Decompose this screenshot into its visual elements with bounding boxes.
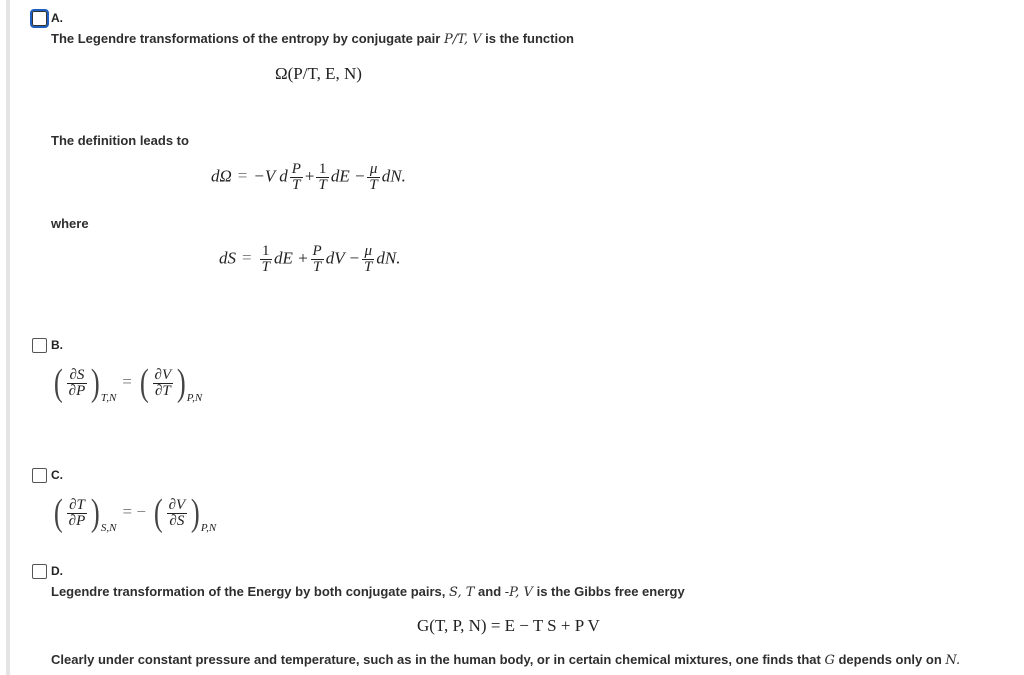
eq2-lhs: dΩ [211, 166, 232, 186]
option-b-equation [52, 364, 202, 404]
option-c-lhs-sub: S,N [100, 521, 117, 534]
paren-open: ( [139, 362, 149, 404]
option-c-checkbox[interactable] [32, 468, 47, 483]
option-d-conclusion-pre: Clearly under constant pressure and temperature, such as in the human body, or in certain chemical mixtures, one finds that [51, 652, 821, 667]
eq2-term2: dE − [330, 166, 366, 186]
eq3-term2: dV − [325, 248, 361, 268]
option-d-pair2: -P, V [504, 585, 533, 600]
option-b-lhs-frac: $\frac{\partial S}{\partial P}$ [68, 366, 86, 399]
option-c-rhs-frac: $\frac{\partial V}{\partial S}$ [168, 496, 186, 529]
paren-close: ) [177, 362, 186, 404]
eq2-term1: −V d [253, 166, 288, 186]
option-c-relation: = − [122, 501, 146, 521]
eq2-frac2: $\frac{1}{T}$ [318, 161, 327, 193]
option-d-pair1: S, T [449, 585, 475, 600]
option-a-equation-omega: Ω(P/T, E, N) [275, 64, 362, 83]
paren-close: ) [191, 492, 200, 534]
option-b-checkbox[interactable] [32, 338, 47, 353]
option-d-conclusion [51, 652, 960, 668]
option-a-definition-text: The definition leads to [51, 133, 189, 148]
option-d-intro-post: is the Gibbs free energy [536, 584, 685, 599]
eq3-lhs: dS [219, 248, 236, 268]
option-d-intro-pre: Legendre transformation of the Energy by both conjugate pairs, [51, 584, 446, 599]
option-d-checkbox[interactable] [32, 564, 47, 579]
paren-close: ) [91, 492, 100, 534]
eq3-frac3: $\frac{\mu}{T}$ [364, 243, 373, 275]
option-c-lhs-frac: $\frac{\partial T}{\partial P}$ [68, 496, 86, 529]
option-a-intro [51, 31, 574, 47]
option-b-letter: B. [51, 338, 63, 352]
option-a-equation-domega: dΩ = −V d $\frac{P}{T}$ + $\frac{1}{T}$ dE − $\frac{\mu}{T}$ dN. [211, 161, 406, 193]
option-d-gibbs-equation: G(T, P, N) = E − T S + P V [417, 616, 600, 635]
eq2-frac3: $\frac{\mu}{T}$ [369, 161, 378, 193]
option-b-lhs-sub: T,N [100, 391, 117, 404]
eq3-frac1: $\frac{1}{T}$ [261, 243, 270, 275]
option-c-letter: C. [51, 468, 63, 482]
option-a-letter: A. [51, 11, 63, 25]
option-a-pair: P/T, V [443, 32, 482, 47]
option-d-conclusion-mid: depends only on [838, 652, 942, 667]
eq2-frac1: $\frac{P}{T}$ [291, 161, 301, 193]
eq3-frac2: $\frac{P}{T}$ [312, 243, 322, 275]
option-a-intro-text: The Legendre transformations of the entropy by conjugate pair [51, 31, 441, 46]
option-c-rhs-sub: P,N [200, 521, 217, 534]
option-d-and: and [478, 584, 502, 599]
paren-close: ) [91, 362, 100, 404]
eq2-term3: dN. [381, 166, 406, 186]
option-d-conclusion-end: N. [945, 653, 961, 668]
option-c-equation [52, 494, 216, 534]
paren-open: ( [53, 492, 63, 534]
option-a-where-text: where [51, 216, 89, 231]
option-b-rhs-sub: P,N [186, 391, 203, 404]
paren-open: ( [53, 362, 63, 404]
option-a-checkbox[interactable] [32, 11, 47, 26]
eq2-plus: + [304, 166, 315, 186]
option-b-rhs-frac: $\frac{\partial V}{\partial T}$ [154, 366, 172, 399]
option-a-intro-tail: is the function [485, 31, 574, 46]
option-d-conclusion-var: G [824, 653, 835, 668]
eq3-term3: dN. [376, 248, 401, 268]
option-d-letter: D. [51, 564, 63, 578]
option-d-intro [51, 584, 685, 600]
option-b-relation: = [122, 371, 132, 391]
left-accent-bar [6, 0, 10, 675]
option-a-equation-ds: dS = $\frac{1}{T}$ dE + $\frac{P}{T}$ dV − $\frac{\mu}{T}$ dN. [219, 243, 401, 275]
paren-open: ( [153, 492, 163, 534]
eq3-term1: dE + [273, 248, 309, 268]
